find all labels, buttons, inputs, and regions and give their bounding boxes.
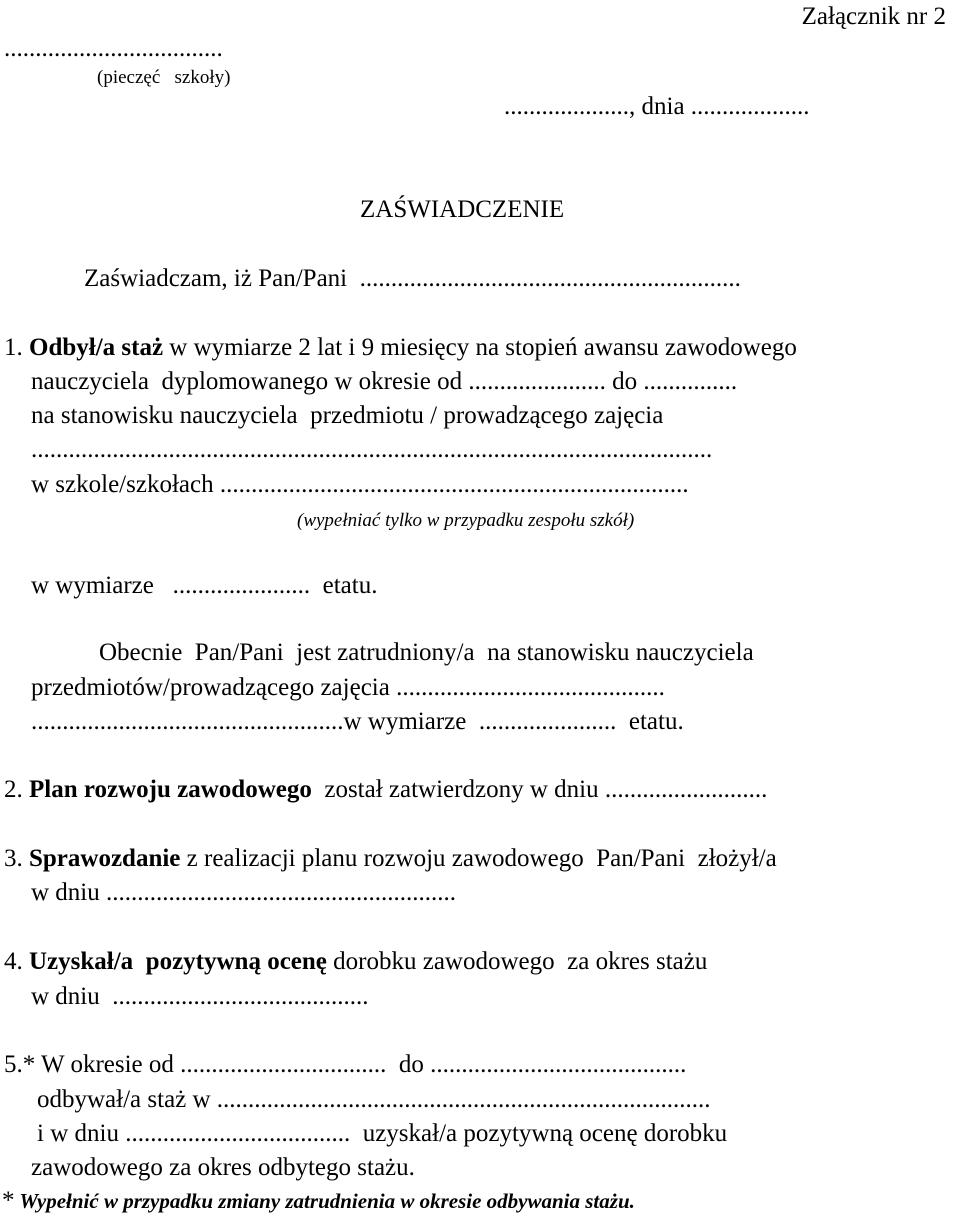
item-3-text: z realizacji planu rozwoju zawodowego Pan/Pani złożył/a: [180, 845, 777, 872]
intro-line: Zaświadczam, iż Pan/Pani .............................................................: [84, 265, 741, 292]
item-4-bold: Uzyskał/a pozytywną ocenę: [29, 948, 327, 975]
footnote: [2, 1187, 635, 1215]
item-5-line-1: [4, 1050, 686, 1080]
footnote-text: Wypełnić w przypadku zmiany zatrudnienia w okresie odbywania stażu.: [14, 1189, 635, 1213]
item-1-line-8: przedmiotów/prowadzącego zajęcia ...........................................: [31, 674, 665, 701]
item-2-bold: Plan rozwoju zawodowego: [29, 776, 312, 803]
document-title: ZAŚWIADCZENIE: [360, 196, 565, 223]
item-1-note: (wypełniać tylko w przypadku zespołu szkół): [297, 510, 635, 531]
item-3-line-2: w dniu ........................................................: [31, 879, 456, 906]
item-1-line-3: na stanowisku nauczyciela przedmiotu / prowadzącego zajęcia: [31, 402, 664, 429]
item-4-line-2: w dniu .........................................: [31, 983, 369, 1010]
item-3-line-1: [4, 844, 777, 874]
item-4-line-1: [4, 947, 707, 977]
item-1-line-9: ..................................................w wymiarze ...................... etatu.: [31, 708, 684, 735]
item-4-number: 4.: [4, 948, 23, 975]
item-5-line-4: zawodowego za okres odbytego stażu.: [31, 1154, 415, 1181]
item-1-bold: Odbył/a staż: [29, 334, 164, 361]
item-1-number: 1.: [4, 334, 23, 361]
stamp-label: (pieczęć szkoły): [97, 67, 231, 88]
item-2-text: został zatwierdzony w dniu ..........................: [311, 776, 768, 803]
stamp-dots: ...................................: [4, 35, 223, 62]
item-5-line-3: i w dniu .................................... uzyskał/a pozytywną ocenę dorobku: [37, 1120, 728, 1147]
item-3-number: 3.: [4, 845, 23, 872]
footnote-star: *: [2, 1187, 15, 1214]
item-5-text: W okresie od ................................. do .........................................: [35, 1051, 687, 1078]
annex-label: Załącznik nr 2: [801, 3, 946, 30]
item-1-line-4: .............................................................................................................: [31, 436, 713, 463]
item-3-bold: Sprawozdanie: [29, 845, 181, 872]
item-1-line-7: Obecnie Pan/Pani jest zatrudniony/a na stanowisku nauczyciela: [99, 639, 754, 666]
item-5-number: 5.*: [4, 1051, 36, 1078]
item-1-text: w wymiarze 2 lat i 9 miesięcy na stopień awansu zawodowego: [163, 334, 797, 361]
item-1-line-1: [4, 333, 797, 363]
item-1-line-5: w szkole/szkołach ...........................................................................: [31, 471, 689, 498]
item-5-line-2: odbywał/a staż w ...............................................................................: [37, 1086, 711, 1113]
item-2-number: 2.: [4, 776, 23, 803]
item-4-text: dorobku zawodowego za okres stażu: [326, 948, 708, 975]
place-date-line: ...................., dnia ...................: [504, 93, 810, 120]
item-1-line-6: w wymiarze ...................... etatu.: [31, 572, 378, 599]
item-1-line-2: nauczyciela dyplomowanego w okresie od ...................... do ...............: [31, 368, 738, 395]
item-2-line: [4, 775, 767, 805]
